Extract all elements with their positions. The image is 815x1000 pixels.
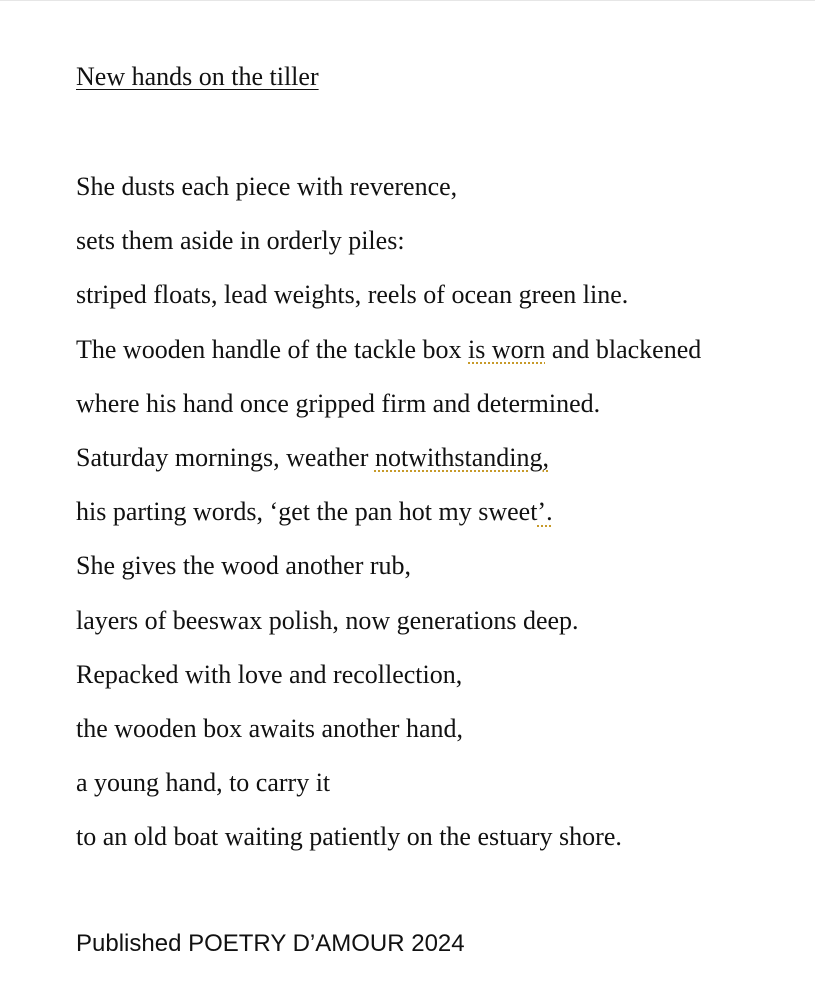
line-text: She dusts each piece with reverence, <box>76 172 458 201</box>
poem-body <box>76 168 796 872</box>
line-text: Repacked with love and recollection, <box>76 659 463 689</box>
line-text: striped floats, lead weights, reels of ocean green line. <box>76 280 629 310</box>
poem-line <box>76 331 796 385</box>
poem-line <box>76 818 796 872</box>
line-text: She gives the wood another rub, <box>76 551 412 581</box>
grammar-flag-text: notwithstanding, <box>374 442 549 472</box>
poem-line <box>76 222 796 276</box>
publication-note: Published POETRY D’AMOUR 2024 <box>76 930 465 957</box>
line-text: sets them aside in orderly piles: <box>76 226 405 256</box>
poem-line <box>76 710 796 764</box>
poem-title: New hands on the tiller <box>76 62 319 91</box>
poem-line <box>76 764 796 818</box>
line-text: his parting words, ‘get the pan hot my sweet <box>76 497 538 527</box>
poem-line <box>76 168 796 222</box>
line-text: layers of beeswax polish, now generations deep. <box>76 605 579 635</box>
poem-line <box>76 493 796 547</box>
line-text: a young hand, to carry it <box>76 768 331 798</box>
poem-line <box>76 276 796 330</box>
poem-line <box>76 602 796 656</box>
line-text: and blackened <box>545 334 702 364</box>
line-text: to an old boat waiting patiently on the estuary shore. <box>76 822 622 852</box>
poem-line <box>76 385 796 439</box>
poem-line <box>76 547 796 601</box>
grammar-flag-text: is worn <box>468 334 546 364</box>
line-text: where his hand once gripped firm and determined. <box>76 388 601 418</box>
page-top-edge <box>0 0 815 1</box>
poem-line <box>76 656 796 710</box>
line-text: Saturday mornings, weather <box>76 442 375 472</box>
poem-line <box>76 439 796 493</box>
grammar-flag-text: ’. <box>537 497 553 527</box>
line-text: the wooden box awaits another hand, <box>76 713 464 743</box>
line-text: The wooden handle of the tackle box <box>76 334 469 364</box>
